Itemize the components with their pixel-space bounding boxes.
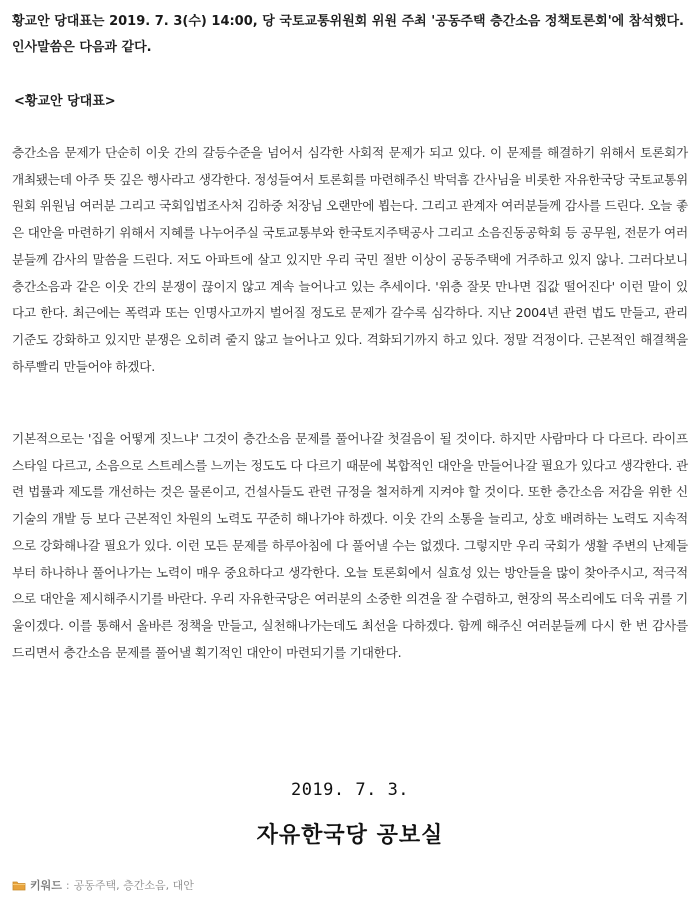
- speech-paragraph-1: 층간소음 문제가 단순히 이웃 간의 갈등수준을 넘어서 심각한 사회적 문제가 되고 있다. 이 문제를 해결하기 위해서 토론회가 개최됐는데 아주 뜻 깊은 행사라고 생각한다. 정성들여서 토론회를 마련해주신 박덕흠 간사님을 비롯한 자유한국당 국토교통위원회 위원님 여러분 그리고 국회입법조사처 김하중 처장님 오랜만에 뵙는다. 그리고 관계자 여러분들께 감사를 드린다. 오늘 좋은 대안을 마련하기 위해서 지혜를 나누어주실 국토교통부와 한국토지주택공사 그리고 소음진동공학회 등 공무원, 전문가 여러분들께 감사의 말씀을 드린다. 저도 아파트에 살고 있지만 우리 국민 절반 이상이 공동주택에 거주하고 있지 않나. 그러다보니 층간소음과 같은 이웃 간의 분쟁이 끊이지 않고 계속 늘어나고 있는 추세이다. '위층 잘못 만나면 집값 떨어진다' 이런 말이 있다고 한다. 최근에는 폭력과 또는 인명사고까지 벌어질 정도로 문제가 갈수록 심각하다. 지난 2004년 관련 법도 만들고, 관리기준도 강화하고 있지만 분쟁은 오히려 줄지 않고 늘어나고 있다. 격화되기까지 하고 있다. 정말 걱정이다. 근본적인 해결책을 하루빨리 만들어야 하겠다.: [12, 145, 688, 374]
- keywords-row: [12, 877, 194, 893]
- keywords-separator: :: [65, 878, 70, 892]
- keywords-values[interactable]: 공동주택, 층간소음, 대안: [73, 879, 194, 892]
- folder-icon: [12, 880, 26, 891]
- intro-paragraph: 황교안 당대표는 2019. 7. 3(수) 14:00, 당 국토교통위원회 위원 주최 '공동주택 층간소음 정책토론회'에 참석했다. 인사말씀은 다음과 같다.: [12, 14, 684, 55]
- release-date: 2019. 7. 3.: [290, 780, 410, 800]
- keywords-label: 키워드: [30, 879, 62, 892]
- issuing-office: 자유한국당 공보실: [256, 823, 444, 848]
- speech-paragraph-2: 기본적으로는 '집을 어떻게 짓느냐' 그것이 층간소음 문제를 풀어나갈 첫걸음이 될 것이다. 하지만 사람마다 다 다르다. 라이프스타일 다르고, 소음으로 스트레스를 느끼는 정도도 다 다르기 때문에 복합적인 대안을 만들어나갈 필요가 있다고 생각한다. 관련 법률과 제도를 개선하는 것은 물론이고, 건설사들도 관련 규정을 철저하게 지켜야 할 것이다. 또한 층간소음 저감을 위한 신기술의 개발 등 보다 근본적인 차원의 노력도 꾸준히 해나가야 하겠다. 이웃 간의 소통을 늘리고, 상호 배려하는 노력도 지속적으로 강화해나갈 필요가 있다. 이런 모든 문제를 하루아침에 다 풀어낼 수는 없겠다. 그렇지만 우리 국회가 생활 주변의 난제들부터 하나하나 풀어나가는 노력이 매우 중요하다고 생각한다. 오늘 토론회에서 실효성 있는 방안들을 많이 찾아주시고, 적극적으로 대안을 제시해주시기를 바란다. 우리 자유한국당은 여러분의 소중한 의견을 잘 수렴하고, 현장의 목소리에도 더욱 귀를 기울이겠다. 이를 통해서 올바른 정책을 만들고, 실천해나가는데도 최선을 다하겠다. 함께 해주신 여러분들께 다시 한 번 감사를 드리면서 층간소음 문제를 풀어낼 획기적인 대안이 마련되기를 기대한다.: [12, 431, 688, 660]
- speaker-heading: <황교안 당대표>: [14, 94, 116, 109]
